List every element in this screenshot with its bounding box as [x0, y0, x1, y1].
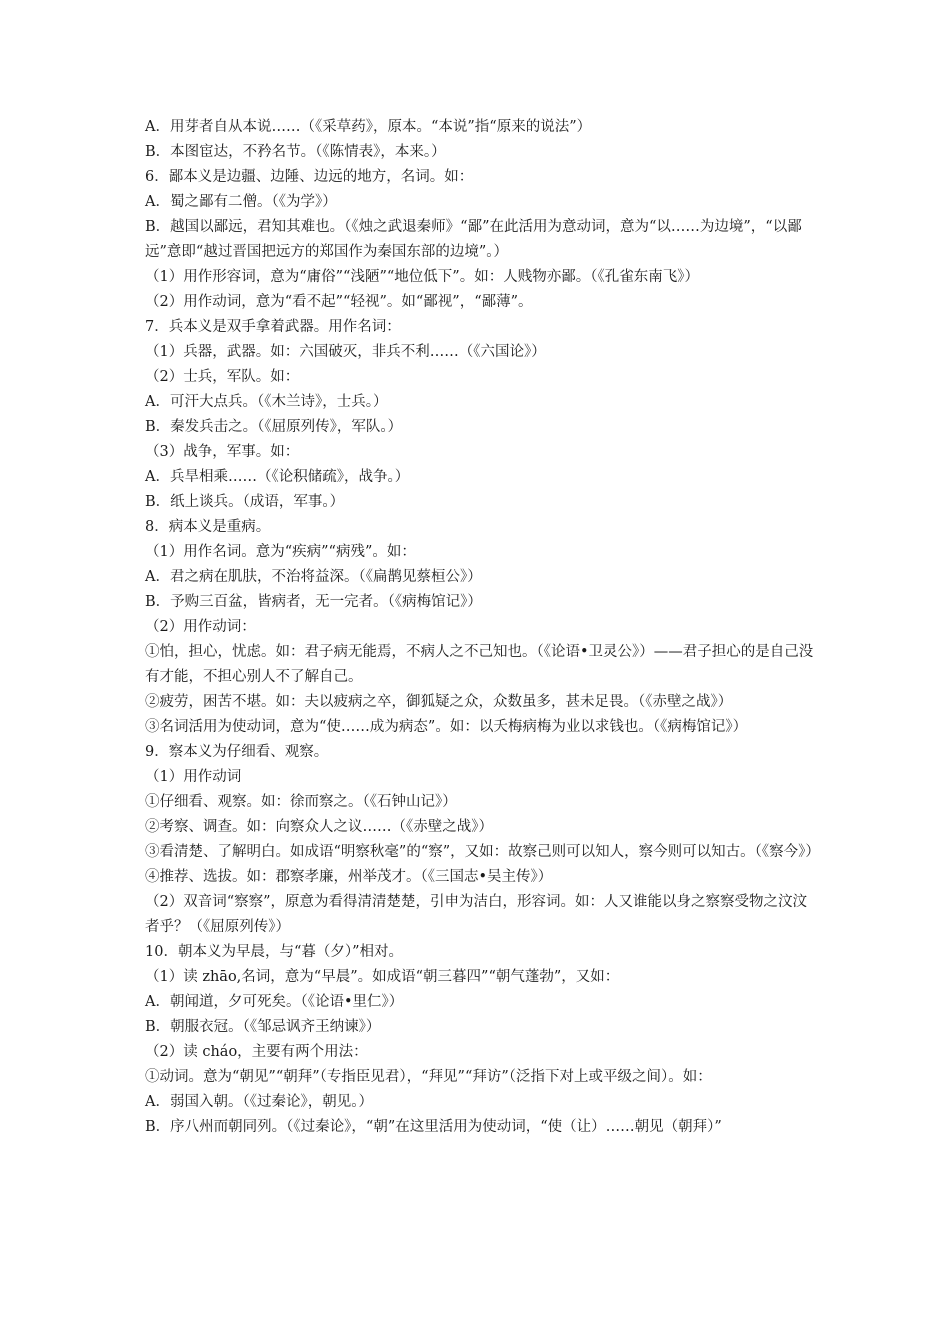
- text-line: A．可汗大点兵。（《木兰诗》，士兵。）: [145, 394, 388, 410]
- text-line: B．纸上谈兵。（成语，军事。）: [145, 494, 345, 510]
- text-line: （1）用作形容词，意为“庸俗”“浅陋”“地位低下”。如：人贱物亦鄙。（《孔雀东南飞》）: [145, 269, 699, 285]
- text-line: ③看清楚、了解明白。如成语“明察秋毫”的“察”，又如：故察己则可以知人，察今则可以知古。（《察今》）: [145, 844, 820, 860]
- text-line: 6．鄙本义是边疆、边陲、边远的地方，名词。如：: [145, 169, 474, 185]
- text-line: ④推荐、选拔。如：郡察孝廉，州举茂才。（《三国志•吴主传》）: [145, 869, 553, 885]
- text-line: A．蜀之鄙有二僧。（《为学》）: [145, 194, 337, 210]
- text-line: （2）士兵，军队。如：: [145, 369, 300, 385]
- text-line: ③名词活用为使动词，意为“使……成为病态”。如：以夭梅病梅为业以求钱也。（《病梅馆记》）: [145, 719, 748, 735]
- text-line: B．朝服衣冠。（《邹忌讽齐王纳谏》）: [145, 1019, 381, 1035]
- text-line: （3）战争，军事。如：: [145, 444, 300, 460]
- text-line: （1）读 zhāo,名词，意为“早晨”。如成语“朝三暮四”“朝气蓬勃”，又如：: [145, 969, 620, 985]
- text-line: B．序八州而朝同列。（《过秦论》，“朝”在这里活用为使动词，“使（让）……朝见（朝拜）”: [145, 1119, 722, 1135]
- text-line: （2）双音词“察察”，原意为看得清清楚楚，引申为洁白，形容词。如：人又谁能以身之察察受物之汶汶者乎？（《屈原列传》）: [145, 894, 808, 935]
- text-line: A．用芽者自从本说……（《采草药》，原本。“本说”指“原来的说法”）: [145, 119, 592, 135]
- text-line: B．越国以鄙远，君知其难也。（《烛之武退秦师》“鄙”在此活用为意动词，意为“以……为边境”，“以鄙远”意即“越过晋国把远方的郑国作为秦国东部的边境”。）: [145, 219, 802, 260]
- text-line: ①仔细看、观察。如：徐而察之。（《石钟山记》）: [145, 794, 457, 810]
- document-body: [145, 115, 820, 1140]
- text-line: ②疲劳，困苦不堪。如：夫以疲病之卒，御狐疑之众，众数虽多，甚未足畏。（《赤壁之战》）: [145, 694, 733, 710]
- text-line: 9．察本义为仔细看、观察。: [145, 744, 329, 760]
- text-line: ①动词。意为“朝见”“朝拜”（专指臣见君），“拜见”“拜访”（泛指下对上或平级之间）。如：: [145, 1069, 712, 1085]
- text-line: （1）兵器，武器。如：六国破灭，非兵不利……（《六国论》）: [145, 344, 546, 360]
- text-line: 7．兵本义是双手拿着武器。用作名词：: [145, 319, 401, 335]
- text-line: （1）用作动词: [145, 769, 242, 785]
- text-line: （2）用作动词：: [145, 619, 256, 635]
- text-line: （1）用作名词。意为“疾病”“病残”。如：: [145, 544, 416, 560]
- text-line: （2）读 cháo，主要有两个用法：: [145, 1044, 368, 1060]
- text-line: 10．朝本义为早晨，与“暮（夕）”相对。: [145, 944, 404, 960]
- text-line: ①怕，担心，忧虑。如：君子病无能焉，不病人之不己知也。（《论语•卫灵公》）——君子担心的是自己没有才能，不担心别人不了解自己。: [145, 644, 814, 685]
- text-line: ②考察、调查。如：向察众人之议……（《赤壁之战》）: [145, 819, 493, 835]
- text-line: B．秦发兵击之。（《屈原列传》，军队。）: [145, 419, 403, 435]
- text-line: A．弱国入朝。（《过秦论》，朝见。）: [145, 1094, 373, 1110]
- text-line: （2）用作动词，意为“看不起”“轻视”。如“鄙视”，“鄙薄”。: [145, 294, 533, 310]
- text-line: A．君之病在肌肤，不治将益深。（《扁鹊见蔡桓公》）: [145, 569, 482, 585]
- text-line: B．本图宦达，不矜名节。（《陈情表》，本来。）: [145, 144, 446, 160]
- text-line: A．兵旱相乘……（《论积储疏》，战争。）: [145, 469, 410, 485]
- text-line: 8．病本义是重病。: [145, 519, 271, 535]
- text-line: A．朝闻道，夕可死矣。（《论语•里仁》）: [145, 994, 404, 1010]
- text-line: B．予购三百盆，皆病者，无一完者。（《病梅馆记》）: [145, 594, 482, 610]
